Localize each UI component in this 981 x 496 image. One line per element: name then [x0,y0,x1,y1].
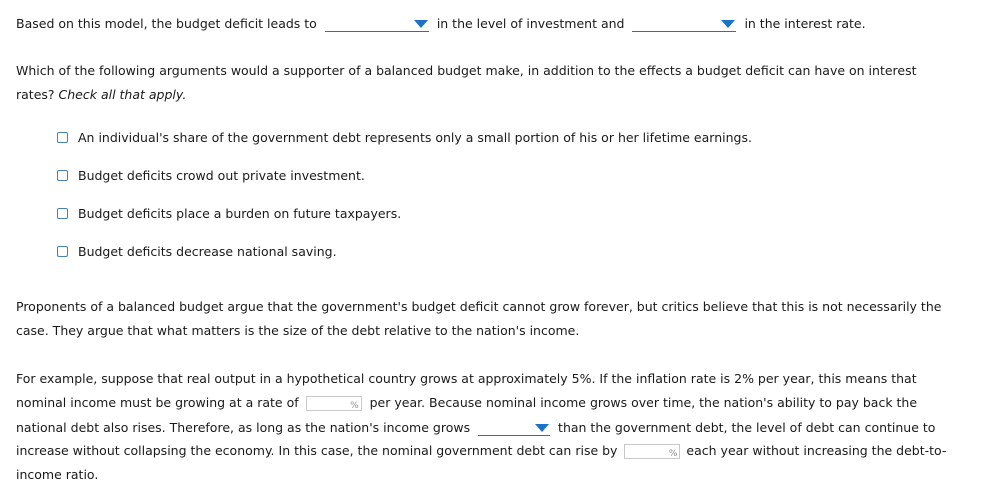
option-crowd-out[interactable] [57,167,365,183]
q1-text-c: in the interest rate. [744,16,866,31]
investment-change-dropdown[interactable] [325,15,429,32]
para1-line2: case. They argue that what matters is the size of the debt relative to the nation's income. [16,323,580,338]
checkbox[interactable] [57,170,68,181]
q1-text-a: Based on this model, the budget deficit leads to [16,16,317,31]
chevron-down-icon [414,20,428,28]
q2-instruction: Check all that apply. [58,87,187,102]
para2-line3-b: than the government debt, the level of debt can continue to [558,420,936,435]
para2-line3-a: national debt also rises. Therefore, as long as the nation's income grows [16,420,471,435]
option-national-saving[interactable] [57,243,337,259]
para2-line4-a: increase without collapsing the economy. In this case, the nominal government debt can rise by [16,443,618,458]
para2-line4-b: each year without increasing the debt-to- [686,443,947,458]
q1-text-b: in the level of investment and [436,16,625,31]
para1-line1: Proponents of a balanced budget argue that the government's budget deficit cannot grow forever, but critics believe that this is not necessarily the [16,299,942,314]
option-label: Budget deficits crowd out private investment. [78,167,365,183]
option-label: Budget deficits decrease national saving. [78,243,337,259]
para2-line4 [16,443,946,459]
checkbox[interactable] [57,208,68,219]
para2-line5: income ratio. [16,467,99,482]
option-future-taxpayers[interactable] [57,205,401,221]
option-lifetime-earnings[interactable] [57,129,752,145]
para2-line2-b: per year. Because nominal income grows over time, the nation's ability to pay back the [369,395,918,410]
question-1-line [16,15,866,32]
nominal-growth-rate-field[interactable] [306,396,362,411]
option-label: An individual's share of the government debt represents only a small portion of his or her lifetime earnings. [78,129,752,145]
para2-line3 [16,419,935,436]
q2-prompt-rates: rates? [16,87,55,102]
debt-growth-rate-field[interactable] [624,444,680,459]
para2-line2 [16,395,917,411]
interest-rate-change-dropdown[interactable] [632,15,736,32]
percent-symbol: % [350,401,359,411]
option-label: Budget deficits place a burden on future taxpayers. [78,205,402,221]
percent-symbol: % [668,449,678,459]
checkbox[interactable] [57,246,68,257]
para2-line2-a: nominal income must be growing at a rate of [16,395,299,410]
income-growth-comparison-dropdown[interactable] [478,419,550,436]
para2-line1: For example, suppose that real output in a hypothetical country grows at approximately 5%. If the inflation rate is 2% per year, this means that [16,371,917,386]
question-2-prompt-line2 [16,87,186,103]
chevron-down-icon [535,424,549,432]
question-2-prompt-line1: Which of the following arguments would a supporter of a balanced budget make, in addition to the effects a budget deficit can have on interest [16,63,917,78]
checkbox[interactable] [57,132,68,143]
chevron-down-icon [721,20,735,28]
